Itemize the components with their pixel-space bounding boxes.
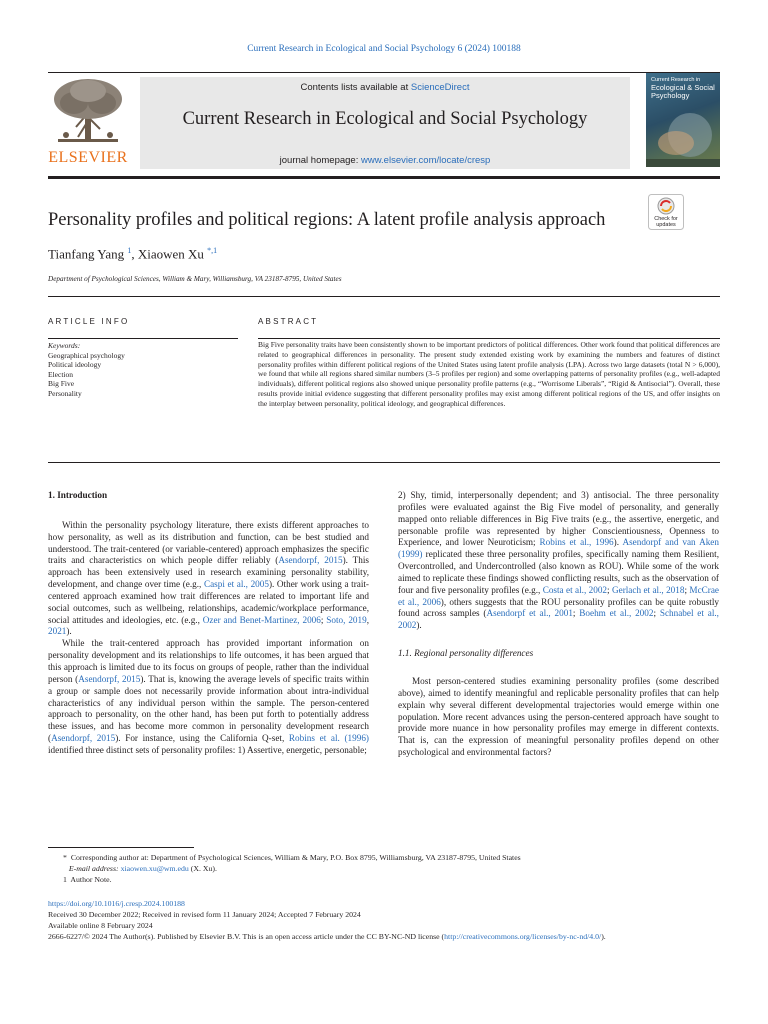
journal-cover[interactable] bbox=[646, 73, 720, 167]
citation-link[interactable]: Soto, 2019 bbox=[326, 614, 367, 625]
abstract-bottom-rule bbox=[48, 462, 720, 463]
license-end: ). bbox=[601, 932, 606, 941]
section-heading: 1. Introduction bbox=[48, 490, 108, 500]
footnote-text: Author Note. bbox=[70, 875, 112, 884]
corresponding-author-note bbox=[48, 852, 720, 863]
citation-link[interactable]: Gerlach et al., 2018 bbox=[611, 584, 685, 595]
paragraph bbox=[398, 490, 719, 632]
citation-link[interactable]: Schnabel et al., 2002 bbox=[398, 608, 719, 631]
email-label: E-mail address: bbox=[68, 864, 119, 873]
citation-link[interactable]: 2021 bbox=[48, 626, 67, 637]
contents-prefix: Contents lists available at bbox=[300, 82, 411, 93]
abstract-text: Big Five personality traits have been consistently shown to be important predictors of political differences. Other work found that political differences are related to geographical differences in personality. The present study extended existing work by examining the numbers and features of distinct personality profiles within different political regions of the United States using latent profile analysis (LPA). Across two large datasets (total N > 6,000), we found that while all regions shared similar numbers (3–5 profiles per region) and some overlapping patterns of personality profiles (e.g., well-adapted individuals), different political regions also showed unique personality profile patterns (e.g., “Worrisome Liberals”, “Rigid & Antisocial”). Overall, these results provide initial evidence suggesting that different personality profiles may exist among different political regions of the US, and offer insights on the interplay between personality, political ideology, and geographical differences. bbox=[258, 340, 720, 408]
footnote-mark: 1 bbox=[63, 875, 67, 884]
license-line bbox=[48, 931, 720, 942]
text-run: , bbox=[366, 614, 369, 625]
text-run: ), others suggests that the ROU personality profiles can be quite robustly found across samples ( bbox=[398, 596, 719, 619]
text-run: ; bbox=[320, 614, 327, 625]
footnotes bbox=[48, 852, 720, 885]
article-title: Personality profiles and political regions: A latent profile analysis approach bbox=[48, 210, 606, 230]
citation-link[interactable]: Boehm et al., 2002 bbox=[579, 608, 654, 619]
publication-info bbox=[48, 898, 720, 942]
footnote-text: Corresponding author at: Department of Psychological Sciences, William & Mary, P.O. Box 8795, Williamsburg, VA 23187-8795, United States bbox=[70, 853, 521, 862]
elsevier-logo bbox=[48, 77, 128, 167]
header-rule bbox=[48, 176, 720, 179]
paragraph bbox=[48, 638, 369, 756]
citation-link[interactable]: Asendorpf et al., 2001 bbox=[486, 608, 573, 619]
author-list bbox=[48, 246, 217, 262]
body-column-right bbox=[398, 490, 719, 759]
footnote-mark: * bbox=[63, 853, 67, 862]
text-run: ). bbox=[416, 620, 422, 631]
author-name[interactable]: Tianfang Yang bbox=[48, 246, 125, 262]
journal-header bbox=[48, 72, 720, 167]
author-name[interactable]: Xiaowen Xu bbox=[137, 246, 204, 262]
email-link[interactable]: xiaowen.xu@wm.edu bbox=[120, 864, 189, 873]
keyword: Political ideology bbox=[48, 360, 102, 370]
homepage-link[interactable]: www.elsevier.com/locate/cresp bbox=[360, 155, 491, 166]
text-run: Within the personality psychology literature, there exists different approaches to how personality, as well as its distribution and function, can be best studied and understood. The trait-centered (or variable-centered) approach emphasizes the specific traits and characteristics on which people differ reliably ( bbox=[48, 519, 369, 566]
elsevier-tree-icon bbox=[48, 77, 128, 149]
article-info-rule bbox=[48, 338, 238, 339]
license-link[interactable]: http://creativecommons.org/licenses/by-nc-nd/4.0/ bbox=[444, 932, 602, 941]
check-for-updates-button[interactable] bbox=[648, 194, 684, 230]
text-run: ; bbox=[653, 608, 660, 619]
footnote-rule bbox=[48, 847, 194, 848]
keywords-block bbox=[48, 341, 238, 399]
cover-main-text: Ecological & Social Psychology bbox=[651, 83, 715, 100]
license-text: 2666-6227/© 2024 The Author(s). Published by Elsevier B.V. This is an open access article under the CC BY-NC-ND license ( bbox=[48, 932, 445, 941]
paragraph bbox=[48, 520, 369, 638]
text-run: ; bbox=[684, 584, 690, 595]
text-run: ). bbox=[613, 537, 623, 548]
spacer bbox=[398, 632, 719, 648]
text-run: replicated these three personality profiles, specifically naming them Resilient, Overcontrolled, and Undercontrolled (also known as ROU). While some of the work aimed to replicate these findings showed conflicting results, such as the observation of four and five personality profiles (e.g., bbox=[398, 549, 719, 595]
email-note bbox=[48, 863, 720, 874]
homepage-prefix: journal homepage: bbox=[279, 155, 361, 166]
contents-line bbox=[140, 82, 630, 93]
cover-small-text: Current Research in bbox=[651, 77, 701, 83]
available-online: Available online 8 February 2024 bbox=[48, 921, 153, 930]
citation-link[interactable]: Robins et al., 1996 bbox=[539, 537, 614, 548]
author-affiliation-mark[interactable]: *,1 bbox=[207, 246, 218, 255]
paragraph: Most person-centered studies examining personality profiles (some described above), aimed to identify meaningful and replicable personality profiles that can help explain why several different developmental trajectories would emerge within one population. More recent advances using the person-centered approach have sought to provide more nuance in how personality profiles may emerge in different contexts. That is, can the expression of meaningful personality profiles depend on other psychological and environmental factors? bbox=[398, 675, 719, 758]
citation-link[interactable]: McCrae et al., 2006 bbox=[398, 584, 719, 607]
author-note bbox=[48, 874, 720, 885]
affiliation: Department of Psychological Sciences, William & Mary, Williamsburg, VA 23187-8795, United States bbox=[48, 275, 342, 283]
citation-link[interactable]: Costa et al., 2002 bbox=[542, 584, 608, 595]
text-run: 2) Shy, timid, interpersonally dependent; and 3) antisocial. The three personality profiles were evaluated against the Big Five model of personality, and generally mapped onto reliable differences in Big Five traits (e.g., the assertive, energetic, and personable profile was represented by higher Conscientiousness, Openness to Experience, and lower Neuroticism; bbox=[398, 490, 719, 548]
text-run: identified three distinct sets of personality profiles: 1) Assertive, energetic, personable; bbox=[48, 744, 367, 755]
citation-link[interactable]: Ozer and Benet-Martinez, 2006 bbox=[202, 614, 321, 625]
text-run: ). For instance, using the California Q-set, bbox=[115, 733, 289, 744]
abstract-heading: ABSTRACT bbox=[258, 317, 319, 326]
keyword: Election bbox=[48, 369, 73, 379]
cover-art-icon bbox=[646, 73, 720, 167]
citation-link[interactable]: Caspi et al., 2005 bbox=[203, 579, 269, 590]
citation-link[interactable]: Asendorpf, 2015 bbox=[51, 733, 116, 744]
homepage-line bbox=[140, 155, 630, 166]
journal-reference[interactable]: Current Research in Ecological and Social Psychology 6 (2024) 100188 bbox=[247, 44, 521, 54]
author-separator: , bbox=[131, 246, 138, 262]
abstract-rule bbox=[258, 338, 720, 339]
citation-link[interactable]: Robins et al. (1996) bbox=[288, 733, 369, 744]
text-run: ). This approach has been extensively used in research examining personality stability, development, and change over time (e.g., bbox=[48, 555, 369, 590]
email-suffix: (X. Xu). bbox=[188, 864, 217, 873]
text-run: ; bbox=[572, 608, 580, 619]
keywords-label: Keywords: bbox=[48, 341, 81, 350]
journal-banner bbox=[140, 77, 630, 169]
spacer bbox=[398, 660, 719, 676]
check-for-updates-label: Check for updates bbox=[654, 216, 678, 228]
citation-link[interactable]: Asendorpf, 2015 bbox=[278, 555, 343, 566]
subsection-heading: 1.1. Regional personality differences bbox=[398, 648, 534, 659]
author-affiliation-mark[interactable]: 1 bbox=[127, 246, 132, 255]
citation-link[interactable]: Asendorpf and van Aken (1999) bbox=[398, 537, 719, 560]
publisher-name: ELSEVIER bbox=[48, 149, 128, 166]
title-rule bbox=[48, 296, 720, 297]
journal-title: Current Research in Ecological and Social Psychology bbox=[182, 109, 588, 129]
body-column-left bbox=[48, 490, 369, 757]
article-info-heading: ARTICLE INFO bbox=[48, 317, 130, 326]
doi-link[interactable]: https://doi.org/10.1016/j.cresp.2024.100188 bbox=[48, 899, 185, 908]
text-run: ). Other work using a trait-centered approach examined how trait differences are related to important life and social outcomes, such as wellbeing, relationships, academic/workplace performance, social attitudes and ideologies, etc. (e.g., bbox=[48, 579, 369, 625]
keyword: Big Five bbox=[48, 379, 75, 389]
sciencedirect-link[interactable]: ScienceDirect bbox=[410, 82, 470, 93]
text-run: ; bbox=[607, 584, 612, 595]
citation-link[interactable]: Asendorpf, 2015 bbox=[78, 673, 141, 684]
received-dates: Received 30 December 2022; Received in revised form 11 January 2024; Accepted 7 February 2024 bbox=[48, 910, 361, 919]
text-run: ). That is, knowing the average levels of specific traits within a group or sample does not necessarily provide information about intra-individual characteristics of any individual person within the sample. The person-centered approach to personality, on the other hand, has been put forth to potentially address these issues, and has become more common in personality development research ( bbox=[48, 673, 369, 744]
keyword: Geographical psychology bbox=[48, 350, 125, 360]
text-run: While the trait-centered approach has provided important information on personality development and its relationships to life outcomes, it has been argued that this approach is limited due to its focus on groups of people, rather than the individual person ( bbox=[48, 638, 369, 684]
keyword: Personality bbox=[48, 388, 82, 398]
text-run: ). bbox=[66, 626, 72, 637]
